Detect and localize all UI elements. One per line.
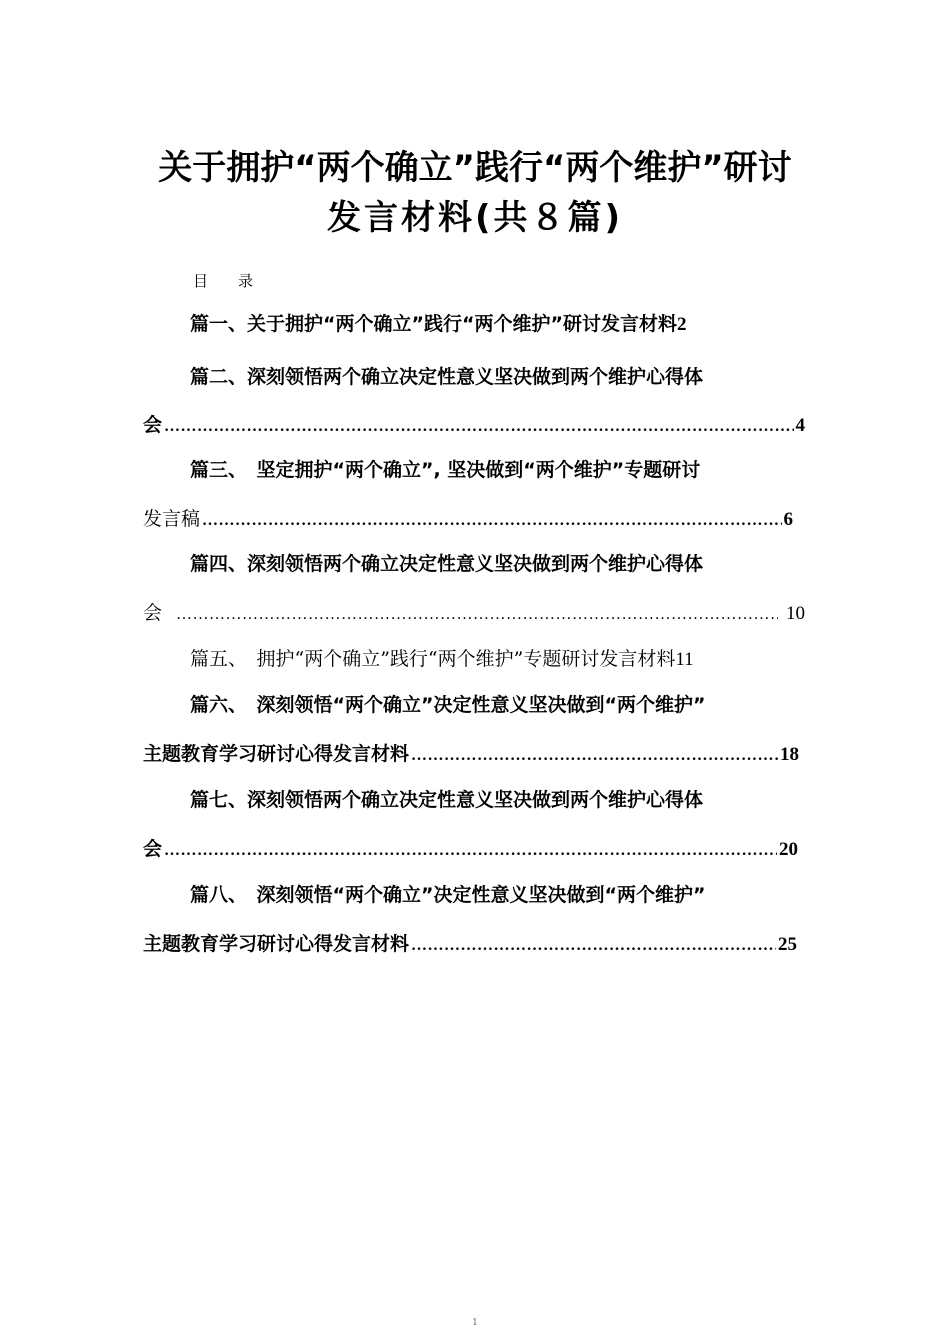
page-number: 1 <box>472 1318 478 1328</box>
toc-leader-dots <box>411 934 776 958</box>
toc-entry-8-continuation[interactable] <box>143 932 797 958</box>
toc-entry-label-continuation: 会 <box>143 602 163 624</box>
toc-entry-7[interactable] <box>190 788 703 812</box>
toc-entry-label-continuation: 发言稿 <box>143 508 201 530</box>
toc-entry-7-continuation[interactable] <box>143 837 798 863</box>
toc-entry-page: 11 <box>675 649 694 670</box>
toc-entry-label: 篇三、 坚定拥护“两个确立”, 坚决做到“两个维护”专题研讨 <box>190 459 701 481</box>
toc-entry-3-continuation[interactable] <box>143 507 793 533</box>
toc-entry-label-continuation: 主题教育学习研讨心得发言材料 <box>143 743 410 765</box>
toc-entry-page: 2 <box>676 314 687 335</box>
toc-entry-4[interactable] <box>190 552 703 576</box>
document-title-line-2: 发言材料(共８篇) <box>326 198 624 238</box>
toc-leader-dots <box>164 415 793 439</box>
toc-entry-page: 20 <box>779 839 798 860</box>
toc-entry-label-continuation: 会 <box>143 838 163 860</box>
toc-entry-label: 篇一、关于拥护“两个确立”践行“两个维护”研讨发言材料 <box>190 313 677 335</box>
toc-entry-8[interactable] <box>190 883 705 907</box>
document-title-line-1: 关于拥护“两个确立”践行“两个维护”研讨 <box>158 148 792 188</box>
toc-entry-page: 6 <box>783 509 793 530</box>
toc-entry-page: 25 <box>778 934 797 955</box>
toc-entry-2[interactable] <box>190 365 703 389</box>
toc-entry-label-continuation: 主题教育学习研讨心得发言材料 <box>143 933 410 955</box>
toc-entry-2-continuation[interactable] <box>143 413 805 439</box>
toc-entry-1[interactable] <box>190 312 686 337</box>
toc-entry-label-continuation: 会 <box>143 414 163 436</box>
toc-leader-dots <box>411 744 778 768</box>
toc-entry-6[interactable] <box>190 693 705 717</box>
toc-entry-4-continuation[interactable] <box>143 601 805 627</box>
toc-leader-dots <box>202 509 781 533</box>
toc-entry-label: 篇六、 深刻领悟“两个确立”决定性意义坚决做到“两个维护” <box>190 694 706 716</box>
toc-entry-3[interactable] <box>190 458 700 482</box>
toc-leader-dots <box>176 603 778 627</box>
toc-entry-6-continuation[interactable] <box>143 742 799 768</box>
toc-entry-label: 篇五、 拥护“两个确立”践行“两个维护”专题研讨发言材料 <box>190 648 676 670</box>
toc-entry-label: 篇二、深刻领悟两个确立决定性意义坚决做到两个维护心得体 <box>190 366 704 388</box>
toc-entry-label: 篇四、深刻领悟两个确立决定性意义坚决做到两个维护心得体 <box>190 553 704 575</box>
toc-leader-dots <box>164 839 777 863</box>
toc-entry-page: 18 <box>780 744 799 765</box>
toc-entry-label: 篇七、深刻领悟两个确立决定性意义坚决做到两个维护心得体 <box>190 789 704 811</box>
toc-heading: 目 录 <box>193 272 254 290</box>
toc-entry-5[interactable] <box>190 647 694 672</box>
toc-entry-page: 4 <box>795 415 805 436</box>
toc-entry-page: 10 <box>786 603 805 624</box>
toc-entry-label: 篇八、 深刻领悟“两个确立”决定性意义坚决做到“两个维护” <box>190 884 706 906</box>
